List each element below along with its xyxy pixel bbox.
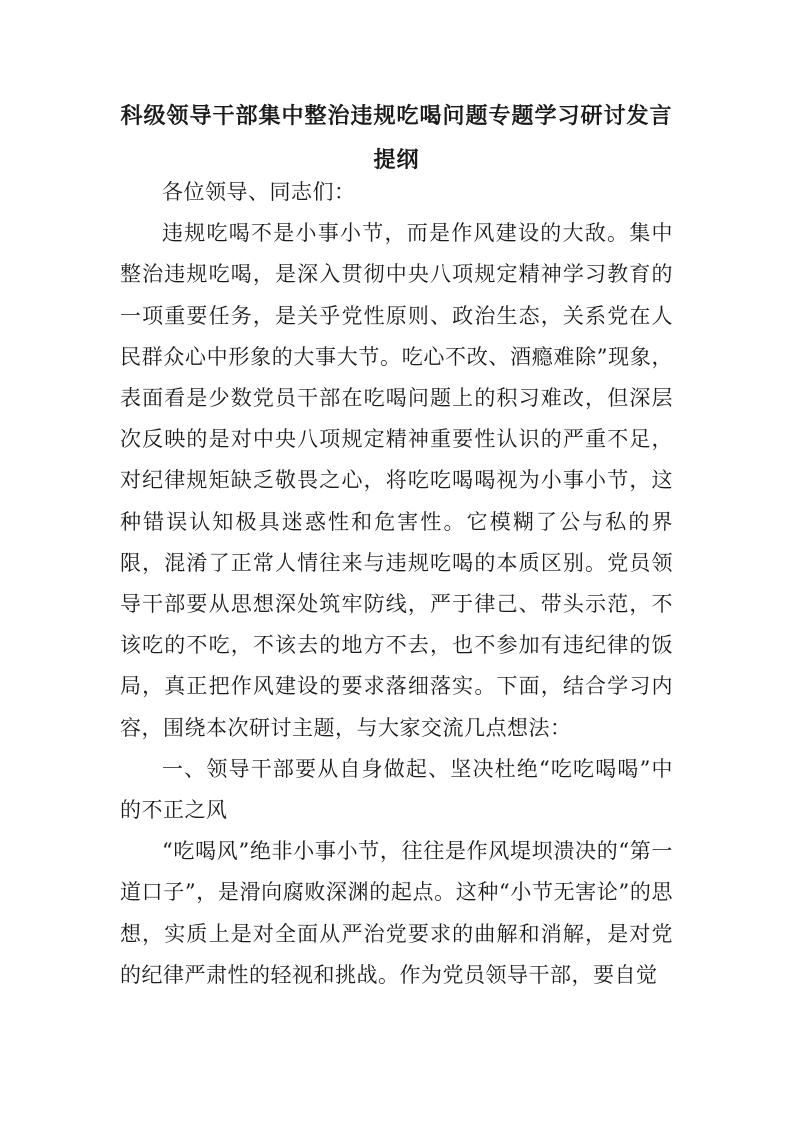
section-heading-1: 一、领导干部要从自身做起、坚决杜绝“吃吃喝喝”中的不正之风: [120, 756, 673, 823]
paragraph-intro: 违规吃喝不是小事小节，而是作风建设的大敌。集中整治违规吃喝，是深入贯彻中央八项规定精神学习教育的一项重要任务，是关乎党性原则、政治生态，关系党在人民群众心中形象的大事大节。吃心不改、酒瘾难除”现象，表面看是少数党员干部在吃喝问题上的积习难改，但深层次反映的是对中央八项规定精神重要性认识的严重不足，对纪律规矩缺乏敬畏之心，将吃吃喝喝视为小事小节，这种错误认知极具迷惑性和危害性。它模糊了公与私的界限，混淆了正常人情往来与违规吃喝的本质区别。党员领导干部要从思想深处筑牢防线，严于律己、带头示范，不该吃的不吃，不该去的地方不去，也不参加有违纪律的饭局，真正把作风建设的要求落细落实。下面，结合学习内容，围绕本次研讨主题，与大家交流几点想法：: [120, 221, 673, 740]
document-body: [120, 172, 673, 996]
document-title: 科级领导干部集中整治违规吃喝问题专题学习研讨发言提纲: [120, 103, 673, 173]
salutation: 各位领导、同志们：: [162, 180, 356, 204]
paragraph-section-1: “吃喝风”绝非小事小节，往往是作风堤坝溃决的“第一道口子”，是滑向腐败深渊的起点。这种“小节无害论”的思想，实质上是对全面从严治党要求的曲解和消解，是对党的纪律严肃性的轻视和挑战。作为党员领导干部，要自觉: [120, 839, 673, 987]
